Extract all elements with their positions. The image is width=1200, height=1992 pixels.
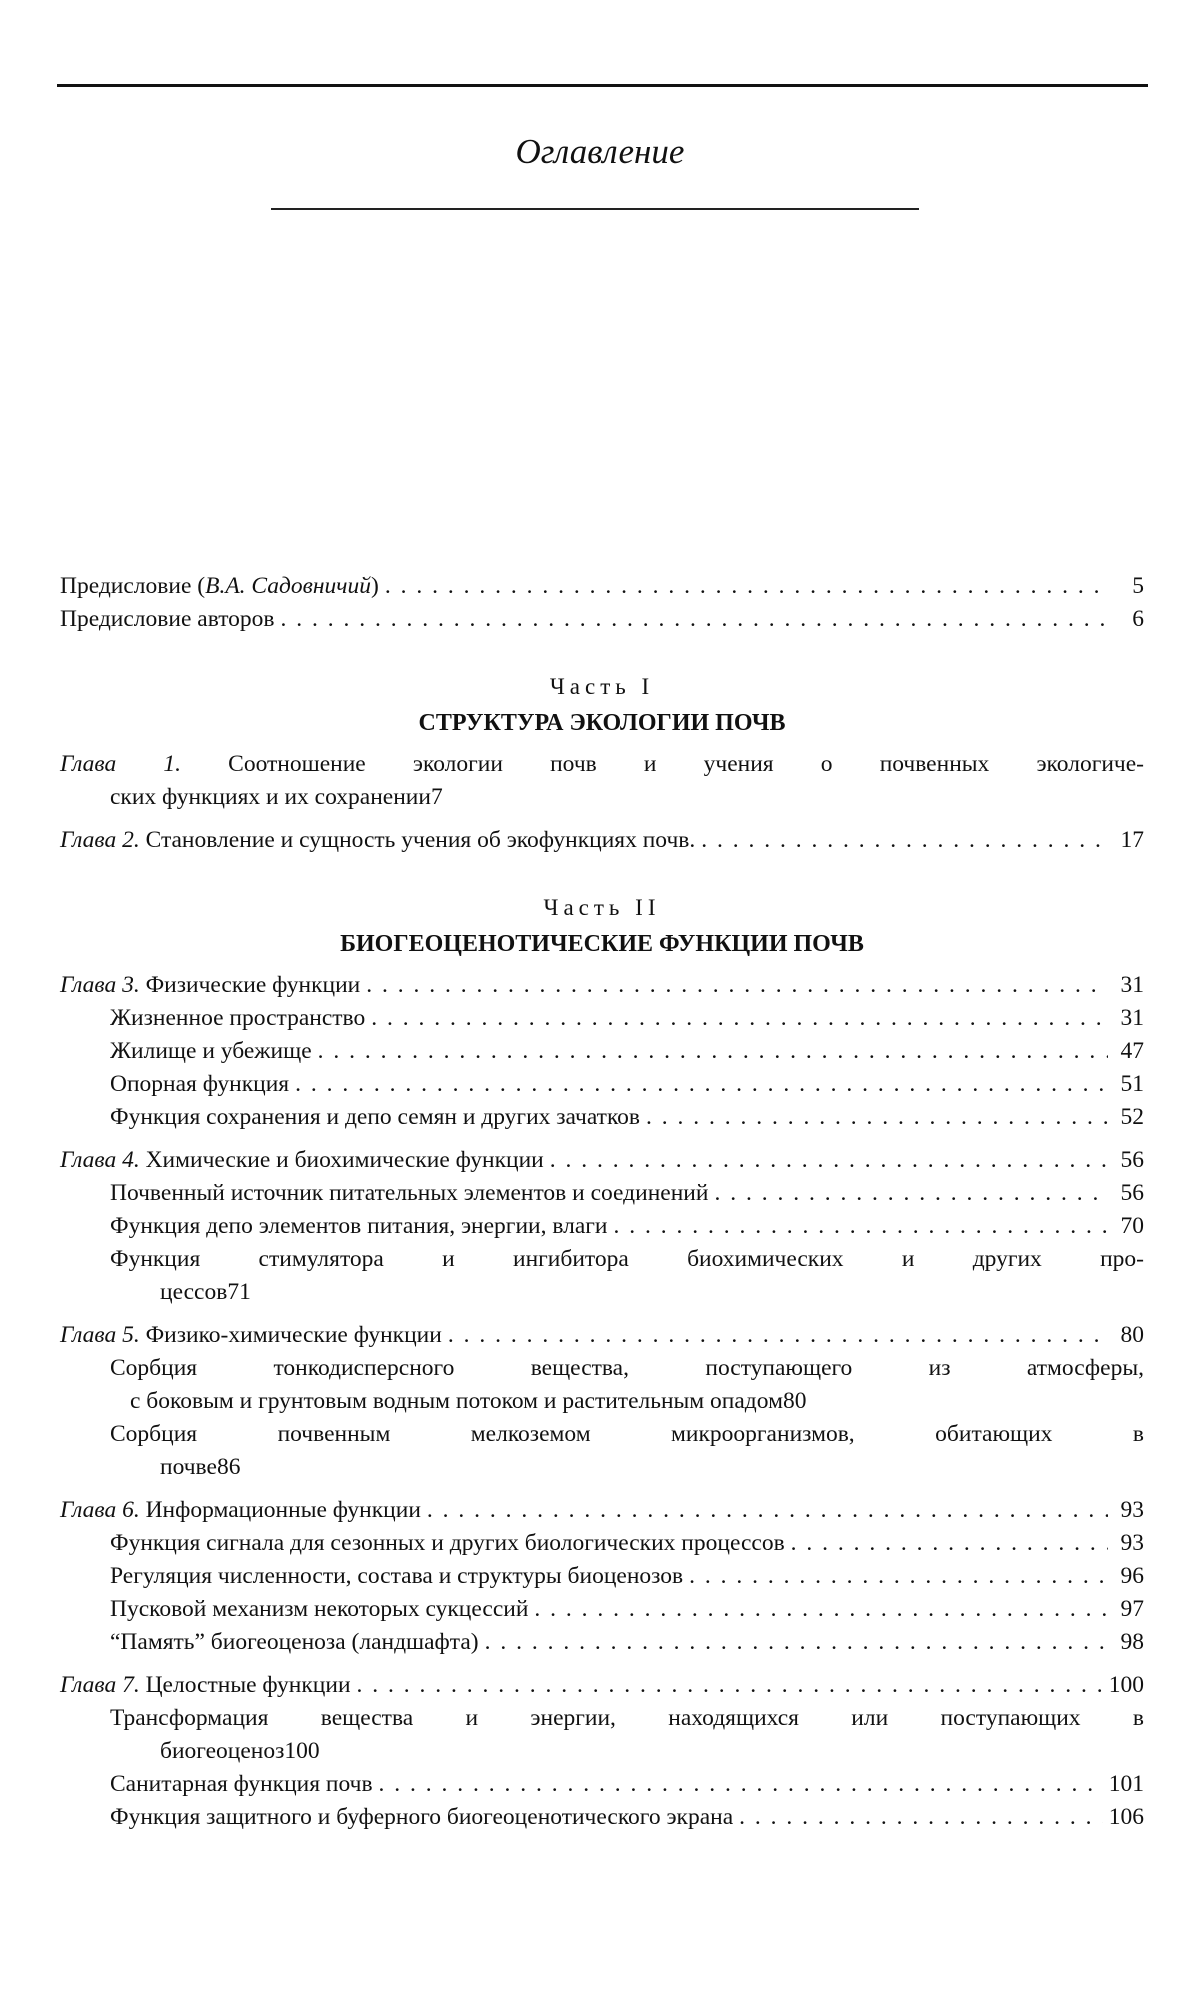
page-number: 5 [1132, 573, 1144, 599]
page-number: 70 [1120, 1213, 1144, 1239]
page-number: 56 [1120, 1180, 1144, 1206]
toc-section: Функция сохранения и депо семян и других зачатков . . . 52 [60, 1101, 1144, 1134]
page-number: 6 [1132, 606, 1144, 632]
toc-section: Функция защитного и буферного биогеоценотического экрана . . . 106 [60, 1801, 1144, 1834]
chapter-label: Глава 6. [60, 1497, 140, 1523]
page-number: 100 [1108, 1672, 1144, 1698]
top-rule [57, 84, 1148, 87]
part-title: СТРУКТУРА ЭКОЛОГИИ ПОЧВ [418, 710, 786, 736]
toc-section: Трансформация вещества и энергии, находящихся или поступающих в биогеоценоз 100 [60, 1702, 1144, 1768]
page-number: 80 [1120, 1322, 1144, 1348]
toc-section: Функция депо элементов питания, энергии, влаги . . . 70 [60, 1210, 1144, 1243]
chapter-label: Глава 3. [60, 972, 140, 998]
page-number: 80 [782, 1388, 807, 1414]
toc-section: Жилище и убежище . . . 47 [60, 1035, 1144, 1068]
page-number: 17 [1120, 827, 1144, 853]
page-number: 71 [227, 1279, 251, 1305]
page-number: 93 [1120, 1497, 1144, 1523]
toc-section: Пусковой механизм некоторых сукцессий . . . 97 [60, 1593, 1144, 1626]
toc-section: Опорная функция . . . 51 [60, 1068, 1144, 1101]
page-number: 106 [1108, 1804, 1144, 1830]
toc-section: Функция стимулятора и ингибитора биохимических и других про- цессов 71 [60, 1243, 1144, 1309]
toc-chapter-6: Глава 6. Информационные функции . . . 93 [60, 1494, 1144, 1527]
chapter-label: Глава 1. [60, 751, 181, 777]
toc-chapter-1: Глава 1. Соотношение экологии почв и учения о почвенных экологиче- ских функциях и их сохранении 7 [60, 748, 1144, 814]
toc-chapter-2: Глава 2. Становление и сущность учения об экофункциях почв. . . . 17 [60, 824, 1144, 857]
part-heading: Часть I [549, 674, 655, 699]
toc-chapter-4: Глава 4. Химические и биохимические функции . . . 56 [60, 1144, 1144, 1177]
page-number: 47 [1120, 1038, 1144, 1064]
page-number: 86 [216, 1454, 241, 1480]
page-number: 93 [1120, 1530, 1144, 1556]
toc-chapter-3: Глава 3. Физические функции . . . 31 [60, 969, 1144, 1002]
toc-section: Функция сигнала для сезонных и других биологических процессов . . . 93 [60, 1527, 1144, 1560]
page-number: 97 [1120, 1596, 1144, 1622]
chapter-label: Глава 7. [60, 1672, 140, 1698]
page-number: 31 [1120, 972, 1144, 998]
toc-entry-authors-preface: Предисловие авторов . . . 6 [60, 603, 1144, 636]
toc-section: Сорбция почвенным мелкоземом микроорганизмов, обитающих в почве 86 [60, 1418, 1144, 1484]
table-of-contents [60, 570, 1144, 1834]
page-number: 100 [284, 1738, 320, 1764]
page-number: 96 [1120, 1563, 1144, 1589]
toc-section: Жизненное пространство . . . 31 [60, 1002, 1144, 1035]
page-number: 101 [1108, 1771, 1144, 1797]
toc-section: Регуляция численности, состава и структуры биоценозов . . . 96 [60, 1560, 1144, 1593]
page-number: 98 [1120, 1629, 1144, 1655]
page-number: 7 [430, 784, 443, 810]
chapter-label: Глава 4. [60, 1147, 140, 1173]
toc-section: Сорбция тонкодисперсного вещества, поступающего из атмосферы, с боковым и грунтовым водным потоком и растительным опадом 80 [60, 1352, 1144, 1418]
page-number: 51 [1120, 1071, 1144, 1097]
title-rule [271, 208, 919, 210]
toc-section: Почвенный источник питательных элементов и соединений . . . 56 [60, 1177, 1144, 1210]
page-number: 31 [1120, 1005, 1144, 1031]
preface-author: В.А. Садовничий [205, 573, 371, 599]
chapter-label: Глава 5. [60, 1322, 140, 1348]
toc-section: Санитарная функция почв . . . 101 [60, 1768, 1144, 1801]
page-title: Оглавление [515, 132, 685, 171]
toc-section: “Память” биогеоценоза (ландшафта) . . . 98 [60, 1626, 1144, 1659]
toc-chapter-5: Глава 5. Физико-химические функции . . . 80 [60, 1319, 1144, 1352]
toc-chapter-7: Глава 7. Целостные функции . . . 100 [60, 1669, 1144, 1702]
part-title: БИОГЕОЦЕНОТИЧЕСКИЕ ФУНКЦИИ ПОЧВ [340, 931, 864, 957]
page-number: 52 [1120, 1104, 1144, 1130]
toc-entry-preface: Предисловие (В.А. Садовничий) . . . 5 [60, 570, 1144, 603]
chapter-label: Глава 2. [60, 827, 140, 853]
part-heading: Часть II [543, 895, 661, 920]
page-number: 56 [1120, 1147, 1144, 1173]
